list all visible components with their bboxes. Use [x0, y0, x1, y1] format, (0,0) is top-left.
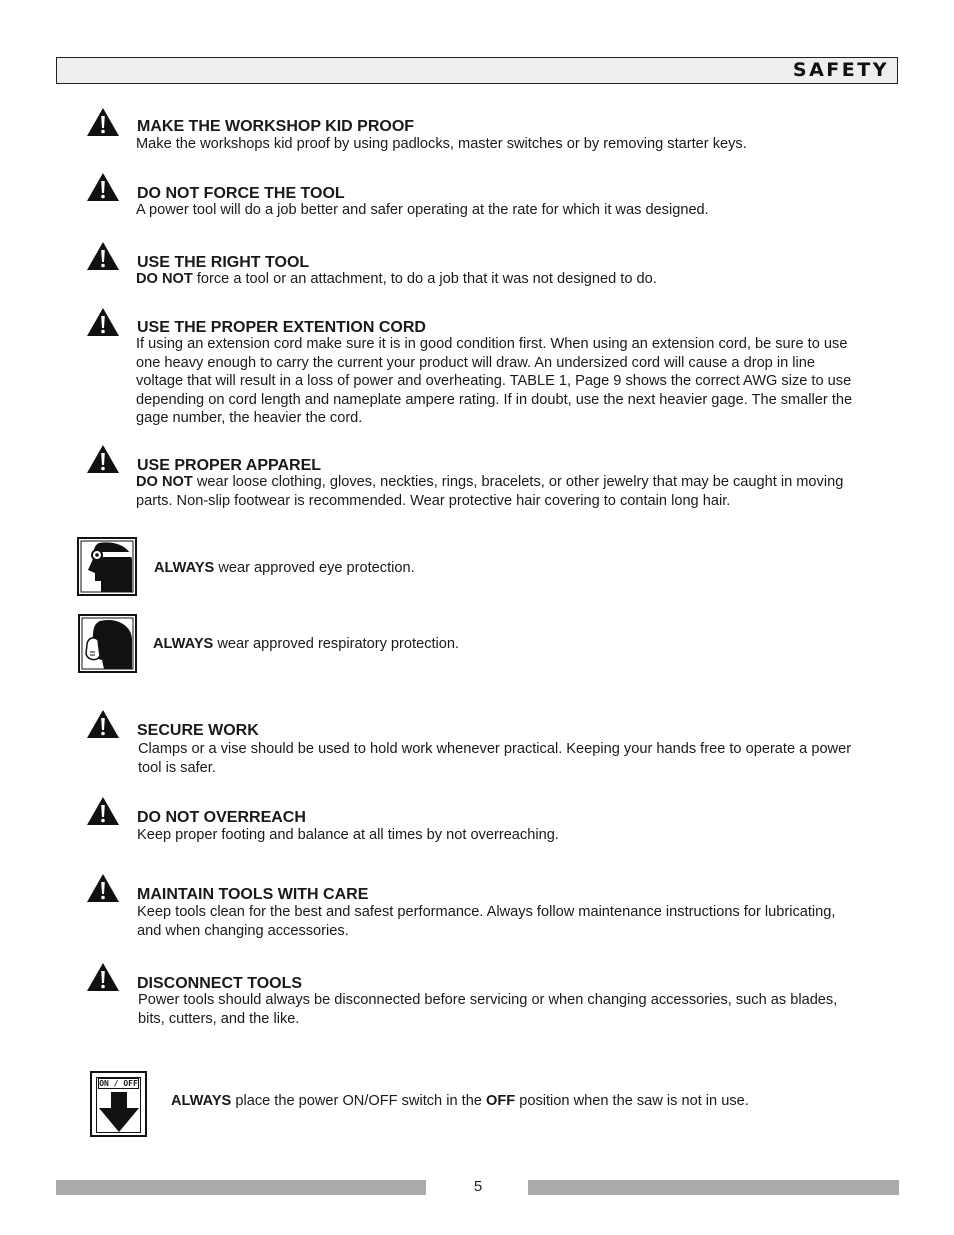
ppe-emphasis: ALWAYS — [154, 560, 215, 576]
warning-triangle-icon — [86, 873, 120, 903]
rule-title: DO NOT FORCE THE TOOL — [137, 185, 345, 202]
eye-protection-icon — [77, 537, 137, 596]
rule-title: USE THE RIGHT TOOL — [137, 254, 310, 271]
rule-title: SECURE WORK — [137, 722, 259, 739]
rule-title: DO NOT OVERREACH — [137, 809, 306, 826]
warning-triangle-icon — [86, 307, 120, 337]
warning-triangle-icon — [86, 241, 120, 271]
rule-body — [136, 270, 866, 289]
warning-triangle-icon — [86, 172, 120, 202]
power-emphasis: ALWAYS — [171, 1093, 232, 1109]
power-text-before: place the power ON/OFF switch in the — [231, 1093, 486, 1109]
section-title: SAFETY — [792, 59, 889, 81]
rule-title: USE PROPER APPAREL — [137, 457, 322, 474]
power-off-emphasis: OFF — [485, 1093, 516, 1109]
page-number: 5 — [473, 1178, 483, 1195]
warning-triangle-icon — [86, 962, 120, 992]
rule-emphasis: DO NOT — [136, 271, 193, 287]
power-off-icon — [90, 1071, 147, 1137]
rule-title: DISCONNECT TOOLS — [137, 975, 303, 992]
warning-triangle-icon — [86, 709, 120, 739]
rule-body — [136, 473, 856, 510]
rule-body: Clamps or a vise should be used to hold work whenever practical. Keeping your hands free to operate a power tool is safer. — [138, 741, 852, 776]
rule-body-text: force a tool or an attachment, to do a job that it was not designed to do. — [192, 271, 657, 287]
warning-triangle-icon — [86, 107, 120, 137]
ppe-emphasis: ALWAYS — [153, 636, 214, 652]
warning-triangle-icon — [86, 444, 120, 474]
rule-title: MAKE THE WORKSHOP KID PROOF — [137, 118, 415, 135]
rule-body: A power tool will do a job better and safer operating at the rate for which it was designed. — [136, 202, 709, 218]
footer-bar-right — [528, 1180, 899, 1195]
power-switch-text — [171, 1092, 749, 1110]
rule-body: Make the workshops kid proof by using padlocks, master switches or by removing starter keys. — [136, 136, 747, 152]
ppe-eye-text — [154, 559, 415, 577]
respirator-icon — [78, 614, 137, 673]
power-text-after: position when the saw is not in use. — [515, 1093, 749, 1109]
ppe-text: wear approved eye protection. — [214, 560, 415, 576]
rule-emphasis: DO NOT — [136, 474, 193, 490]
ppe-text: wear approved respiratory protection. — [213, 636, 460, 652]
rule-body-text: wear loose clothing, gloves, neckties, rings, bracelets, or other jewelry that may be caught in moving parts. Non-slip footwear is recommended. Wear protective hair covering to contain long hair. — [136, 474, 844, 509]
ppe-respiratory-text — [153, 635, 459, 653]
section-header-bar — [56, 57, 898, 84]
rule-body: Power tools should always be disconnected before servicing or when changing accessories, such as blades, bits, cutters, and the like. — [138, 992, 838, 1027]
footer-bar-left — [56, 1180, 426, 1195]
rule-body: Keep proper footing and balance at all times by not overreaching. — [137, 827, 559, 843]
rule-body: If using an extension cord make sure it is in good condition first. When using an extension cord, be sure to use one heavy enough to carry the current your product will draw. An undersized cord will cause a drop in line voltage that will result in a loss of power and overheating. TABLE 1, Page 9 shows the correct AWG size to use depending on cord length and nameplate ampere rating. If in doubt, use the next heavier gage. The smaller the gage number, the heavier the cord. — [136, 336, 853, 427]
rule-title: MAINTAIN TOOLS WITH CARE — [137, 886, 369, 903]
warning-triangle-icon — [86, 796, 120, 826]
rule-body: Keep tools clean for the best and safest performance. Always follow maintenance instructions for lubricating, and when changing accessories. — [137, 904, 836, 939]
on-off-label: ON / OFF — [99, 1079, 138, 1088]
rule-title: USE THE PROPER EXTENTION CORD — [137, 319, 426, 336]
